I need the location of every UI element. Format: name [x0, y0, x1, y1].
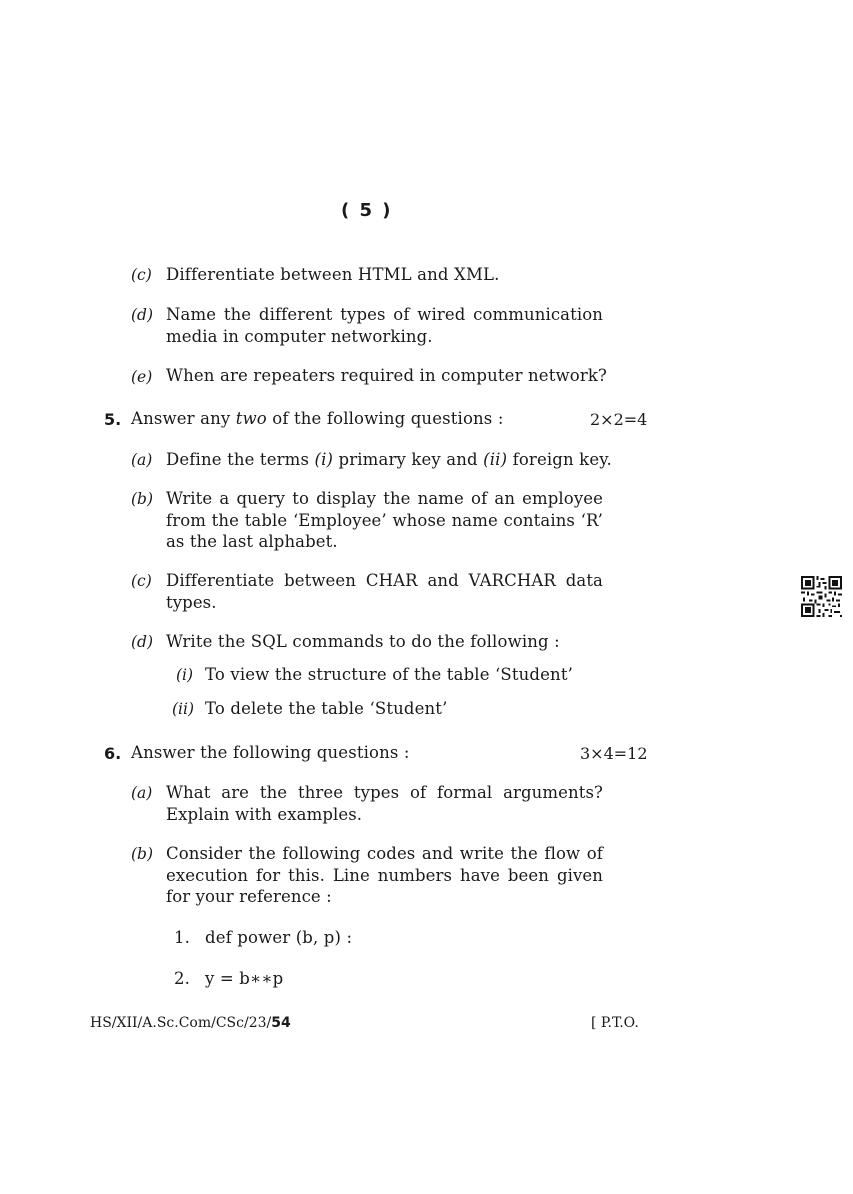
- q6a-label: (a): [131, 784, 153, 802]
- q5b-label: (b): [131, 490, 154, 508]
- code-line-1: def power (b, p) :: [205, 928, 353, 947]
- q5d-i-text: To view the structure of the table ‘Student’: [205, 665, 574, 684]
- code-line-2-number: 2.: [174, 969, 191, 988]
- q5a-label: (a): [131, 451, 153, 469]
- q5d-text: Write the SQL commands to do the following :: [166, 632, 560, 651]
- q5d-label: (d): [131, 633, 154, 651]
- q4d-text: Name the different types of wired communication media in computer networking.: [166, 305, 603, 346]
- q6-prompt: Answer the following questions :: [131, 743, 410, 762]
- q6-marks: 3×4=12: [580, 744, 648, 763]
- pto-note: [ P.T.O.: [591, 1015, 639, 1031]
- q4e-text: When are repeaters required in computer network?: [166, 366, 608, 385]
- q4d-label: (d): [131, 306, 154, 324]
- code-line-2: y = b∗∗p: [205, 969, 284, 988]
- page-number: ( 5 ): [341, 200, 393, 221]
- q4c-text: Differentiate between HTML and XML.: [166, 265, 500, 284]
- q5d-ii-label: (ii): [172, 700, 195, 718]
- q6-number: 6.: [104, 744, 122, 763]
- q6b-label: (b): [131, 845, 154, 863]
- paper-code: HS/XII/A.Sc.Com/CSc/23/54: [90, 1015, 291, 1031]
- q5-prompt: Answer any two of the following questions :: [131, 409, 504, 428]
- q6b-text: Consider the following codes and write the flow of execution for this. Line numbers have been given for your reference :: [166, 844, 603, 906]
- q5d-i-label: (i): [176, 666, 194, 684]
- q5-marks: 2×2=4: [590, 410, 648, 429]
- q5b-text: Write a query to display the name of an employee from the table ‘Employee’ whose name contains ‘R’ as the last alphabet.: [166, 489, 603, 551]
- code-line-1-number: 1.: [174, 928, 191, 947]
- q5d-ii-text: To delete the table ‘Student’: [205, 699, 448, 718]
- q5-number: 5.: [104, 410, 122, 429]
- q5c-label: (c): [131, 572, 152, 590]
- qr-code-image: [801, 576, 842, 617]
- q6a-text: What are the three types of formal arguments? Explain with examples.: [166, 783, 603, 824]
- q4c-label: (c): [131, 266, 152, 284]
- q4e-label: (e): [131, 368, 153, 386]
- q5a-text: Define the terms (i) primary key and (ii) foreign key.: [166, 450, 612, 469]
- q5c-text: Differentiate between CHAR and VARCHAR data types.: [166, 571, 603, 612]
